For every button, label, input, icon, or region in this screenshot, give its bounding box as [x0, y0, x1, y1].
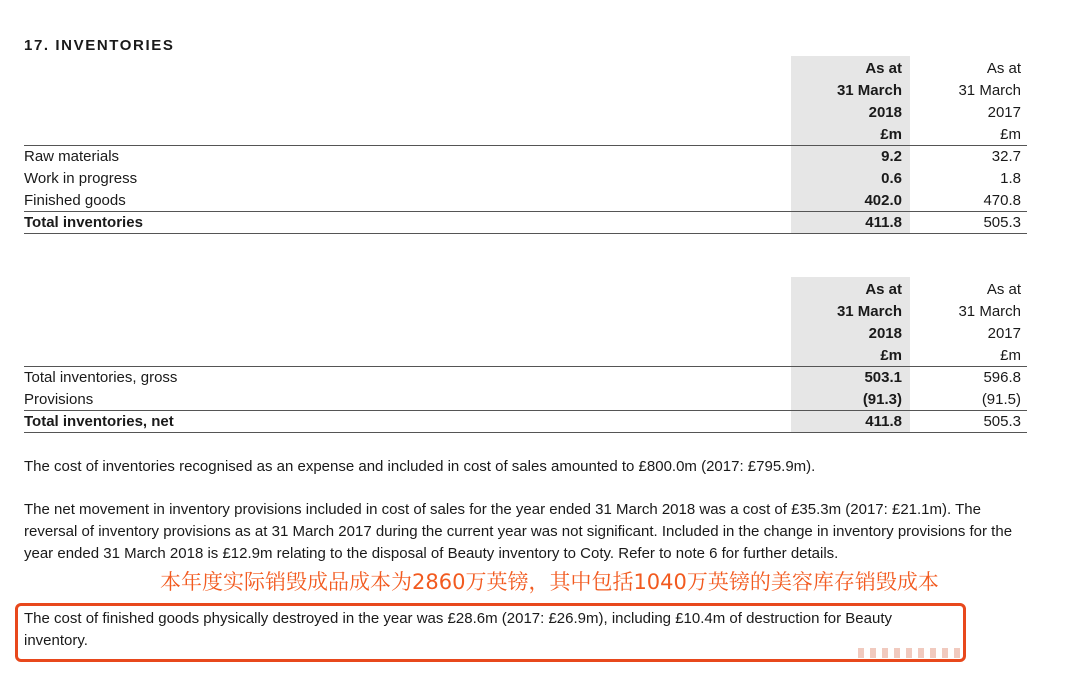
section-heading: 17. INVENTORIES	[24, 37, 175, 54]
header-2018: As at 31 March 2018 £m	[836, 281, 902, 364]
value-2018: 411.8	[865, 413, 902, 430]
destroyed-goods-paragraph: The cost of finished goods physically destroyed in the year was £28.6m (2017: £26.9m), including £10.4m of destruction for Beauty inventory.	[24, 610, 892, 649]
value-2018: 503.1	[864, 369, 902, 386]
total-row	[24, 212, 1027, 234]
value-2018: 9.2	[881, 148, 902, 165]
divider	[24, 432, 1027, 433]
table-row	[24, 168, 1027, 190]
value-2017: 470.8	[983, 192, 1021, 209]
value-2018: 411.8	[865, 214, 902, 231]
cost-of-inventories-paragraph: The cost of inventories recognised as an expense and included in cost of sales amounted to £800.0m (2017: £795.9m).	[24, 458, 816, 475]
header-2017: As at 31 March 2017 £m	[958, 60, 1021, 143]
table-row	[24, 190, 1027, 212]
value-2017: 1.8	[1000, 170, 1021, 187]
value-2017: 505.3	[983, 214, 1021, 231]
watermark	[858, 648, 963, 658]
value-2018: 0.6	[881, 170, 902, 187]
value-2017: 596.8	[983, 369, 1021, 386]
table-row	[24, 389, 1027, 411]
provisions-movement-paragraph: The net movement in inventory provisions included in cost of sales for the year ended 31 March 2018 was a cost of £35.3m (2017: £21.1m). The reversal of inventory provisions as at 31 March 2017 during the current year was not significant. Included in the change in inventory provisions for the year ended 31 March 2018 is £12.9m relating to the disposal of Beauty inventory to Coty. Refer to note 6 for further details.	[24, 501, 1013, 562]
row-label: Total inventories	[24, 214, 143, 231]
row-label: Total inventories, gross	[24, 369, 178, 386]
table-row	[24, 367, 1027, 389]
row-label: Total inventories, net	[24, 413, 174, 430]
value-2017: (91.5)	[981, 391, 1021, 408]
total-row	[24, 411, 1027, 433]
table-row	[24, 146, 1027, 168]
header-2017: As at 31 March 2017 £m	[958, 281, 1021, 364]
value-2017: 505.3	[983, 413, 1021, 430]
chinese-annotation: 本年度实际销毁成品成本为2860万英镑，其中包括1040万英镑的美容库存销毁成本	[160, 570, 939, 594]
value-2017: 32.7	[991, 148, 1021, 165]
row-label: Finished goods	[24, 192, 126, 209]
row-label: Raw materials	[24, 148, 120, 165]
row-label: Work in progress	[24, 170, 138, 187]
header-2018: As at 31 March 2018 £m	[836, 60, 902, 143]
divider	[24, 233, 1027, 234]
row-label: Provisions	[24, 391, 94, 408]
value-2018: 402.0	[864, 192, 902, 209]
value-2018: (91.3)	[862, 391, 902, 408]
